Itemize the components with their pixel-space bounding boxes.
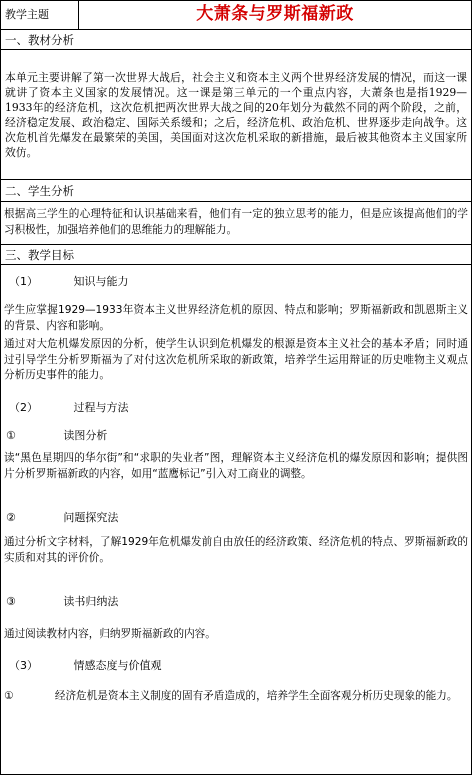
method-3-heading [6, 593, 474, 609]
method-2-heading [6, 509, 474, 525]
page-title: 大萧条与罗斯福新政 [196, 4, 354, 24]
goal-title: 知识与能力 [73, 275, 129, 288]
circle-number-1: ① [6, 429, 16, 442]
topic-label: 教学主题 [1, 1, 79, 29]
circle-number-2: ② [6, 511, 16, 524]
section-body-student-analysis: 根据高三学生的心理特征和认识基础来看，他们有一定的独立思考的能力，但是应该提高他们的学习积极性，加强培养他们的思维能力的理解能力。 [1, 202, 471, 245]
goal-title: 情感态度与价值观 [73, 659, 162, 672]
goal-process-heading [9, 399, 474, 415]
section-heading-textbook-analysis: 一、教材分析 [1, 30, 471, 50]
goal-title: 过程与方法 [73, 401, 129, 414]
circle-number-3: ③ [6, 595, 16, 608]
goal-number: （3） [9, 659, 38, 672]
section-heading-teaching-goals: 三、教学目标 [1, 245, 471, 265]
values-item-1 [1, 689, 471, 705]
circle-number-1: ① [4, 690, 14, 702]
method-title: 读图分析 [63, 429, 108, 442]
method-2-body: 通过分析文字材料，了解1929年危机爆发前自由放任的经济政策、经济危机的特点、罗斯福新政的实质和对其的评价价。 [4, 536, 468, 564]
section-body-textbook-analysis: 本单元主要讲解了第一次世界大战后，社会主义和资本主义两个世界经济发展的情况，而这一课就讲了资本主义国家的发展情况。这一课是第三单元的一个重点内容，大萧条也是指1929—1933年的经济危机，这次危机把两次世界大战之间的20年划分为截然不同的两个阶段，之前，经济稳定发展、政治稳定、国际关系缓和；之后，经济危机、政治危机、世界逐步走向战争。这次危机首先爆发在最繁荣的美国，美国面对这次危机采取的新措施，最后被其他资本主义国家所效仿。 [1, 50, 471, 180]
goal-number: （2） [9, 401, 38, 414]
goal-knowledge-paragraph-1: 学生应掌握1929—1933年资本主义世界经济危机的原因、特点和影响；罗斯福新政和凯恩斯主义的背景、内容和影响。 [4, 304, 468, 332]
method-1-heading [6, 427, 474, 443]
method-title: 问题探究法 [63, 511, 119, 524]
goal-number: （1） [9, 275, 38, 288]
goal-knowledge-heading [9, 273, 474, 289]
method-1-body: 读“黑色星期四的华尔街”和“求职的失业者”图，理解资本主义经济危机的爆发原因和影响；提供图片分析罗斯福新政的内容，如用“蓝鹰标记”引入对工商业的调整。 [4, 452, 468, 480]
method-3-body: 通过阅读教材内容，归纳罗斯福新政的内容。 [4, 628, 216, 640]
goal-knowledge-paragraph-2: 通过对大危机爆发原因的分析，使学生认识到危机爆发的根源是资本主义社会的基本矛盾；同时通过引导学生分析罗斯福为了对付这次危机所采取的新政策，培养学生运用辩证的历史唯物主义观点分析历史事件的能力。 [4, 338, 468, 381]
values-item-1-text: 经济危机是资本主义制度的固有矛盾造成的，培养学生全面客观分析历史现象的能力。 [54, 690, 458, 702]
method-title: 读书归纳法 [63, 595, 119, 608]
header-row [1, 1, 471, 30]
section-heading-student-analysis: 二、学生分析 [1, 180, 471, 202]
section-body-teaching-goals [1, 265, 471, 775]
goal-values-heading [9, 657, 474, 673]
